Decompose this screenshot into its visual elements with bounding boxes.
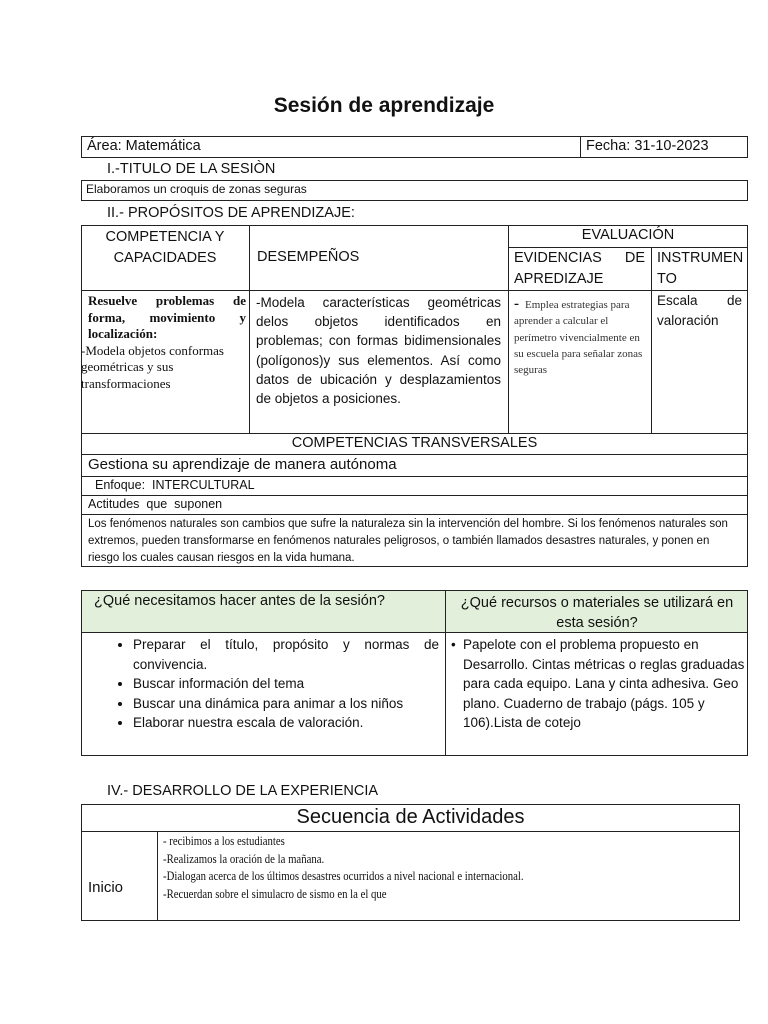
fenomenos-text: Los fenómenos naturales son cambios que sufre la naturaleza sin la intervención del hombre. Si los fenómenos naturales son extremos, pueden transformarse en fenómenos naturales peligrosos, o también llamados desastres naturales, y ponen en riesgo los cuales causan riesgos en la vida humana. xyxy=(88,518,728,564)
area-label: Área: Matemática xyxy=(87,138,201,154)
resources-text: Papelote con el problema propuesto en Desarrollo. Cintas métricas o reglas graduadas para cada equipo. Lana y cinta adhesiva. Geo plano. Cuaderno de trabajo (págs. 105 y 106).Lista de cotejo xyxy=(463,637,745,730)
competencia-cell xyxy=(81,293,246,392)
header-desempenos: DESEMPEÑOS xyxy=(257,249,360,265)
transversales-heading: COMPETENCIAS TRANSVERSALES xyxy=(291,435,538,451)
competencia-title: Resuelve problemas de forma, movimiento y localización: xyxy=(88,293,246,341)
activity-line: - recibimos a los estudiantes xyxy=(163,834,285,848)
activity-line: -Realizamos la oración de la mañana. xyxy=(163,851,325,866)
sequence-title: Secuencia de Actividades xyxy=(296,806,525,828)
evidencia-text: Emplea estrategias para aprender a calcular el perímetro vivencialmente en su escuela para señalar zonas seguras xyxy=(514,299,643,377)
prep-item: • Buscar una dinámica para animar a los niños xyxy=(133,694,439,714)
capacidad-text: -Modela objetos conformas geométricas y sus transformaciones xyxy=(81,342,224,391)
prep-question-1: ¿Qué necesitamos hacer antes de la sesión? xyxy=(94,593,385,609)
activity-line: -Recuerdan sobre el simulacro de sismo en la el que xyxy=(163,886,387,901)
fecha-label: Fecha: 31-10-2023 xyxy=(586,138,709,154)
header-evaluacion: EVALUACIÓN xyxy=(581,227,675,243)
bullet-icon: • xyxy=(451,637,456,652)
desempeno-text: -Modela características geométricas delos objetos identificados en problemas; con formas bidimensionales (polígonos)y sus elementos. Así como datos de ubicación y desplazamientos de objetos a posiciones. xyxy=(256,295,501,407)
transversal-competencia: Gestiona su aprendizaje de manera autónoma xyxy=(88,456,397,473)
resources-cell xyxy=(451,635,745,733)
evidencia-dash: - xyxy=(514,296,519,312)
activity-line: -Dialogan acerca de los últimos desastres ocurridos a nivel nacional e internacional. xyxy=(163,869,524,883)
section-1-heading: I.-TITULO DE LA SESIÒN xyxy=(107,161,276,177)
inicio-activities xyxy=(163,833,524,903)
prep-list xyxy=(111,635,439,733)
instrumento-text: Escala de valoración xyxy=(657,293,742,328)
section-4-heading: IV.- DESARROLLO DE LA EXPERIENCIA xyxy=(107,783,379,799)
header-competencia: COMPETENCIA Y CAPACIDADES xyxy=(105,229,225,266)
prep-item: • Preparar el título, propósito y normas de convivencia. xyxy=(133,635,439,674)
enfoque-text: Enfoque: INTERCULTURAL xyxy=(95,478,255,492)
prep-item: • Elaborar nuestra escala de valoración. xyxy=(133,713,439,733)
page-title: Sesión de aprendizaje xyxy=(273,94,495,117)
prep-item: • Buscar información del tema xyxy=(133,674,439,694)
session-title: Elaboramos un croquis de zonas seguras xyxy=(86,182,307,196)
header-evidencias: EVIDENCIAS DE APREDIZAJE xyxy=(514,250,645,287)
actitudes-text: Actitudes que suponen xyxy=(88,497,223,511)
phase-inicio: Inicio xyxy=(88,879,124,896)
evidencia-cell xyxy=(514,296,644,378)
prep-question-2: ¿Qué recursos o materiales se utilizará en esta sesión? xyxy=(460,595,734,631)
section-2-heading: II.- PROPÓSITOS DE APRENDIZAJE: xyxy=(107,205,355,221)
header-instrumento: INSTRUMENTO xyxy=(657,250,744,287)
